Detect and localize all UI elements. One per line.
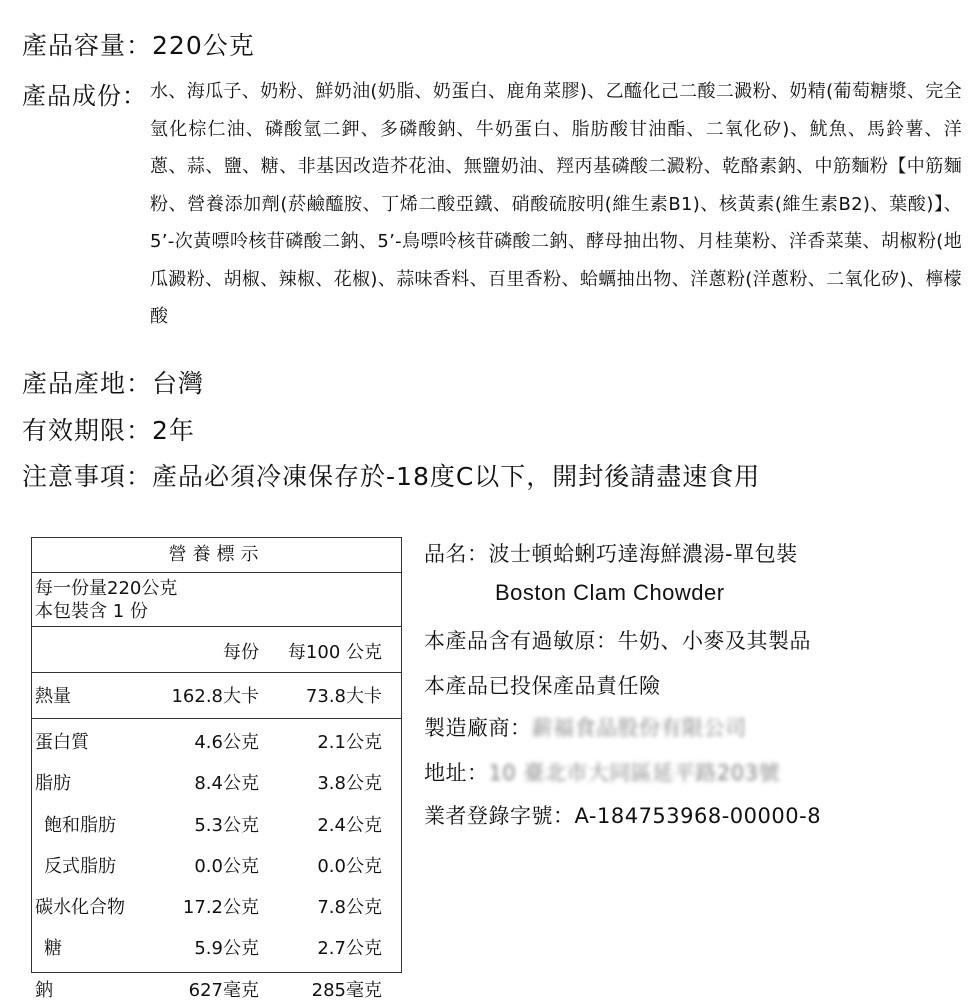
nutrition-row xyxy=(32,925,401,966)
nutrient-name: 鈉 xyxy=(35,979,53,1001)
nutrient-name: 蛋白質 xyxy=(35,732,89,753)
nutrition-title: 營養標示 xyxy=(32,538,401,573)
product-name-value: 波士頓蛤蜊巧達海鮮濃湯-單包裝 xyxy=(488,542,798,566)
nutrient-per-100g: 73.8大卡 xyxy=(305,686,382,707)
origin-line xyxy=(22,364,204,400)
nutrient-per-serving: 5.3公克 xyxy=(194,814,259,836)
nutrient-per-serving: 162.8大卡 xyxy=(171,686,259,707)
nutrient-per-100g: 2.7公克 xyxy=(317,938,382,960)
product-name-line xyxy=(424,538,798,568)
origin-label: 產品產地： xyxy=(22,369,153,398)
nutrition-row xyxy=(32,673,401,719)
nutrient-name: 熱量 xyxy=(35,686,71,707)
notice-value: 產品必須冷凍保存於-18度C以下，開封後請盡速食用 xyxy=(152,462,761,491)
ingredients-text: 水、海瓜子、奶粉、鮮奶油(奶脂、奶蛋白、鹿角菜膠)、乙醯化己二酸二澱粉、奶精(葡萄糖漿、完全氫化棕仁油、磷酸氫二鉀、多磷酸鈉、牛奶蛋白、脂肪酸甘油酯、二氧化矽)、魷魚、馬鈴薯、洋蔥、蒜、鹽、糖、非基因改造芥花油、無鹽奶油、羥丙基磷酸二澱粉、乾酪素鈉、中筋麵粉【中筋麵粉、營養添加劑(菸鹼醯胺、丁烯二酸亞鐵、硝酸硫胺明(維生素B1)、核黃素(維生素B2)、葉酸)】、5’-次黃嘌呤核苷磷酸二鈉、5’-鳥嘌呤核苷磷酸二鈉、酵母抽出物、月桂葉粉、洋香菜葉、胡椒粉(地瓜澱粉、胡椒、辣椒、花椒)、蒜味香料、百里香粉、蛤蠣抽出物、洋蔥粉(洋蔥粉、二氧化矽)、檸檬酸 xyxy=(150,81,962,327)
col-per-serving: 每份 xyxy=(223,642,259,663)
nutrition-row xyxy=(32,884,401,925)
maker-line xyxy=(424,712,747,742)
registration-line: 業者登錄字號：A-184753968-00000-8 xyxy=(424,804,822,828)
nutrient-per-100g: 2.1公克 xyxy=(317,732,382,753)
nutrition-row xyxy=(32,967,401,1008)
origin-value: 台灣 xyxy=(152,369,205,398)
capacity-value: 220公克 xyxy=(152,31,255,60)
notice-label: 注意事項： xyxy=(22,462,153,491)
address-label: 地址： xyxy=(424,761,489,785)
address-value: 10 臺北市大同區延平路203號 xyxy=(488,761,780,785)
nutrient-per-100g: 285毫克 xyxy=(311,979,382,1001)
nutrient-name: 飽和脂肪 xyxy=(44,814,116,836)
nutrient-per-serving: 627毫克 xyxy=(188,979,259,1001)
expiry-line xyxy=(22,411,195,447)
product-name-label: 品名： xyxy=(424,542,489,566)
maker-value: 薪福食品股份有限公司 xyxy=(531,716,747,740)
notice-line xyxy=(22,457,760,493)
nutrient-per-100g: 3.8公克 xyxy=(317,773,382,795)
serving-info xyxy=(32,573,401,627)
nutrient-per-serving: 0.0公克 xyxy=(194,855,259,877)
serving-size: 每一份量220公克 xyxy=(35,578,178,599)
nutrient-name: 糖 xyxy=(44,938,62,960)
expiry-value: 2年 xyxy=(152,416,195,445)
nutrition-row xyxy=(32,802,401,843)
nutrient-name: 反式脂肪 xyxy=(44,855,116,877)
nutrition-row xyxy=(32,760,401,801)
expiry-label: 有效期限： xyxy=(22,416,153,445)
nutrition-row xyxy=(32,843,401,884)
capacity-line xyxy=(22,26,255,62)
allergen-line: 本產品含有過敏原：牛奶、小麥及其製品 xyxy=(424,629,811,653)
nutrient-per-serving: 17.2公克 xyxy=(182,897,259,919)
capacity-label: 產品容量： xyxy=(22,31,153,60)
nutrient-per-100g: 7.8公克 xyxy=(317,897,382,919)
nutrient-per-serving: 4.6公克 xyxy=(194,732,259,753)
servings-per-package: 本包裝含 1 份 xyxy=(35,601,148,622)
nutrition-row xyxy=(32,719,401,760)
maker-label: 製造廠商： xyxy=(424,716,532,740)
nutrient-name: 碳水化合物 xyxy=(35,897,125,919)
address-line xyxy=(424,757,780,787)
col-per-100g: 每100 公克 xyxy=(287,642,382,663)
nutrient-name: 脂肪 xyxy=(35,773,71,795)
product-name-en: Boston Clam Chowder xyxy=(495,580,725,605)
nutrient-per-serving: 8.4公克 xyxy=(194,773,259,795)
nutrient-per-serving: 5.9公克 xyxy=(194,938,259,960)
nutrient-per-100g: 2.4公克 xyxy=(317,814,382,836)
nutrition-rows xyxy=(32,673,401,1008)
ingredients-label: 產品成份： xyxy=(22,82,147,110)
nutrition-table xyxy=(31,537,402,1001)
insurance-line: 本產品已投保產品責任險 xyxy=(424,674,661,698)
nutrition-column-header xyxy=(32,627,401,673)
nutrient-per-100g: 0.0公克 xyxy=(317,855,382,877)
